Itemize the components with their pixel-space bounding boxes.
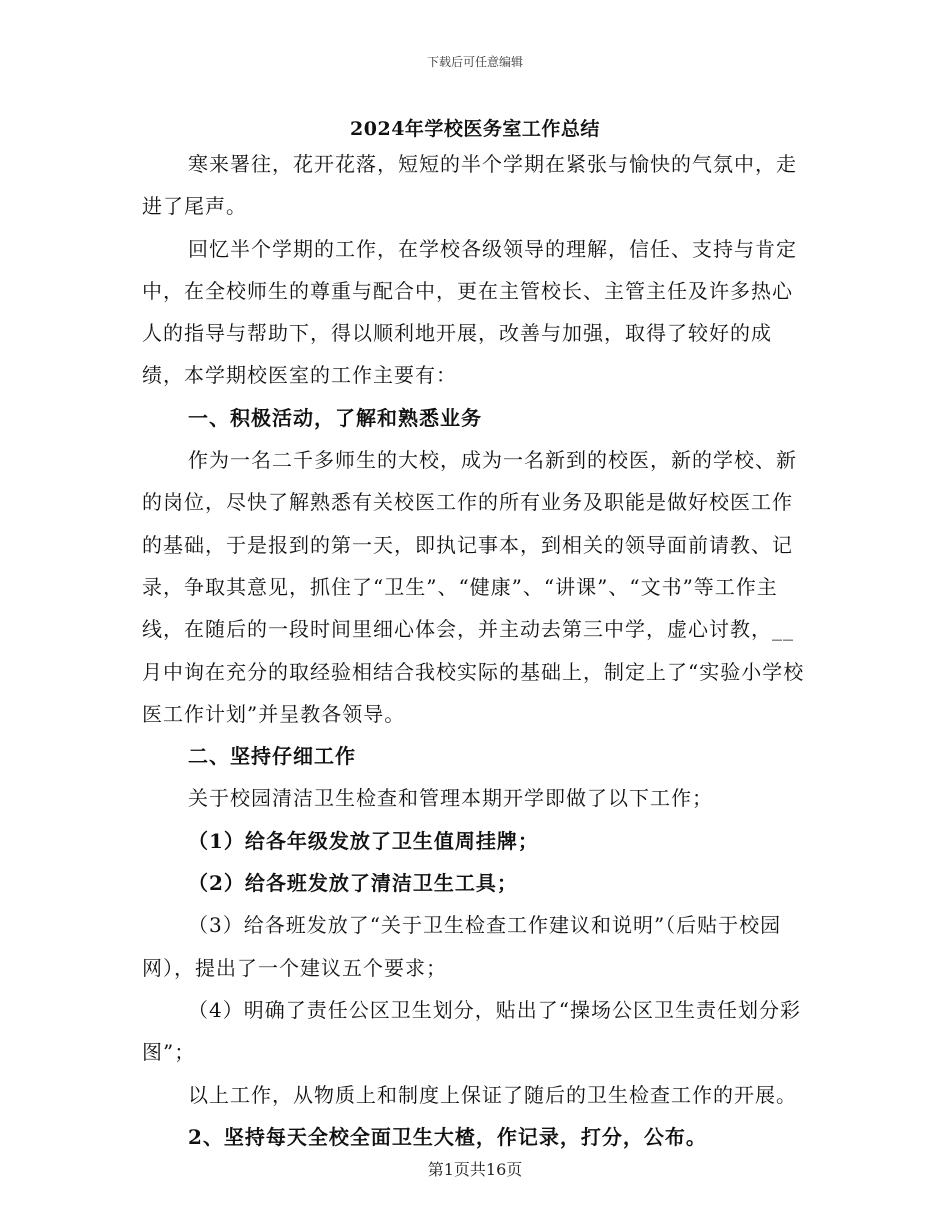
- section-heading-2: 二、坚持仔细工作: [188, 744, 356, 769]
- subsection-heading-2: 2、坚持每天全校全面卫生大楂，作记录，打分，公布。: [188, 1124, 707, 1149]
- list-item-4: （4）明确了责任公区卫生划分，贴出了“操场公区卫生责任划分彩图”；: [142, 997, 801, 1065]
- section-heading-1: 一、积极活动，了解和熟悉业务: [188, 405, 482, 430]
- list-item-3: （3）给各班发放了“关于卫生检查工作建议和说明”（后贴于校园网），提出了一个建议五个要求；: [142, 913, 782, 980]
- list-item-1: （1）给各年级发放了卫生值周挂牌；: [188, 828, 539, 853]
- paragraph-intro: 寒来署往，花开花落，短短的半个学期在紧张与愉快的气氛中，走进了尾声。: [142, 152, 797, 219]
- page-footer: 第1页共16页: [427, 1160, 523, 1179]
- header-note: 下载后可任意编辑: [426, 55, 523, 69]
- document-title: 2024年学校医务室工作总结: [350, 118, 600, 140]
- list-item-2: （2）给各班发放了清洁卫生工具；: [188, 871, 518, 896]
- paragraph-summary: 以上工作，从物质上和制度上保证了随后的卫生检查工作的开展。: [188, 1082, 797, 1107]
- document-body: [142, 143, 810, 1158]
- paragraph-review: 回忆半个学期的工作，在学校各级领导的理解，信任、支持与肯定中，在全校师生的尊重与配合中，更在主管校长、主管主任及许多热心人的指导与帮助下，得以顺利地开展，改善与加强，取得了较好的成绩，本学期校医室的工作主要有：: [142, 236, 797, 388]
- paragraph-hygiene-intro: 关于校园清洁卫生检查和管理本期开学即做了以下工作；: [188, 786, 713, 811]
- paragraph-section-1: 作为一名二千多师生的大校，成为一名新到的校医，新的学校、新的岗位，尽快了解熟悉有关校医工作的所有业务及职能是做好校医工作的基础，于是报到的第一天，即执记事本，到相关的领导面前请教、记录，争取其意见，抓住了“卫生”、“健康”、“讲课”、“文书”等工作主线，在随后的一段时间里细心体会，并主动去第三中学，虚心讨教，__月中询在充分的取经验相结合我校实际的基础上，制定上了“实验小学校医工作计划”并呈教各领导。: [142, 448, 805, 726]
